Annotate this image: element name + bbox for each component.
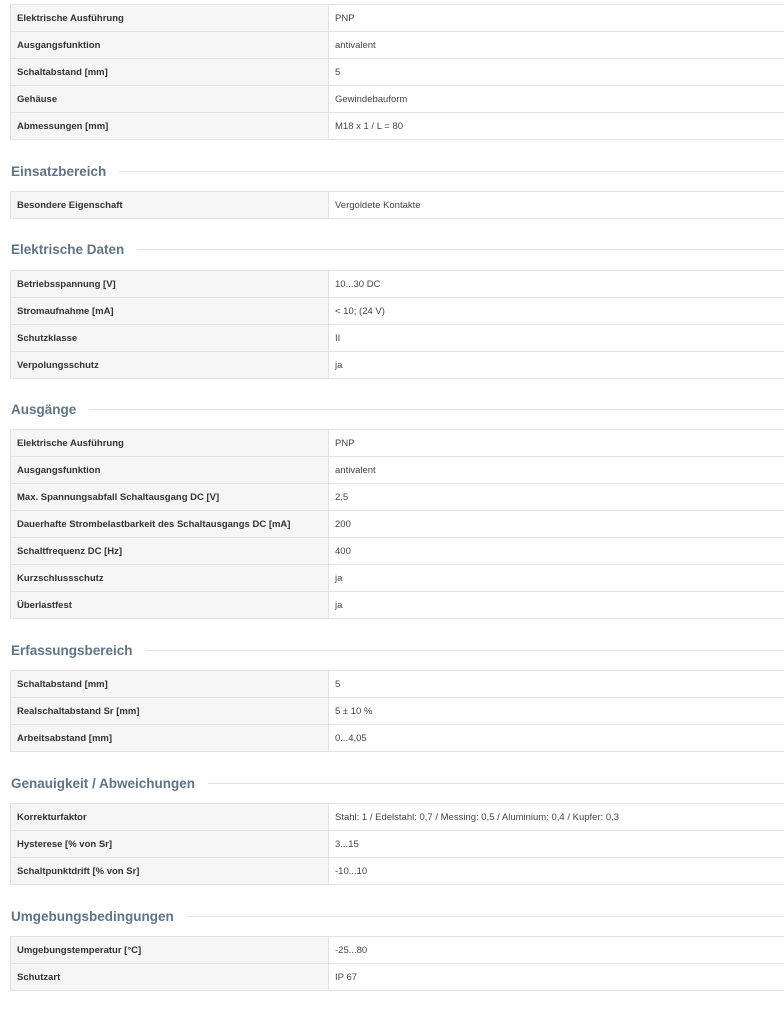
row-label: Max. Spannungsabfall Schaltausgang DC [V] bbox=[11, 484, 329, 510]
spec-table-elektrische-daten bbox=[10, 270, 784, 379]
row-label: Schaltpunktdrift [% von Sr] bbox=[11, 858, 329, 884]
row-value: ja bbox=[329, 592, 784, 618]
row-value: 10...30 DC bbox=[329, 271, 784, 297]
row-value: II bbox=[329, 325, 784, 351]
row-value: ja bbox=[329, 352, 784, 378]
table-row bbox=[10, 565, 784, 592]
section-heading-einsatzbereich bbox=[11, 161, 784, 181]
table-row bbox=[10, 698, 784, 725]
row-label: Dauerhafte Strombelastbarkeit des Schaltausgangs DC [mA] bbox=[11, 511, 329, 537]
row-label: Ausgangsfunktion bbox=[11, 32, 329, 58]
row-value: -10...10 bbox=[329, 858, 784, 884]
row-label: Schutzart bbox=[11, 964, 329, 990]
table-row bbox=[10, 59, 784, 86]
row-label: Schaltfrequenz DC [Hz] bbox=[11, 538, 329, 564]
row-label: Ausgangsfunktion bbox=[11, 457, 329, 483]
section-title: Ausgänge bbox=[11, 401, 77, 417]
spec-table-erfassungsbereich bbox=[10, 670, 784, 752]
table-row bbox=[10, 831, 784, 858]
table-row bbox=[10, 937, 784, 964]
table-row bbox=[10, 804, 784, 831]
row-label: Umgebungstemperatur [°C] bbox=[11, 937, 329, 963]
table-row bbox=[10, 192, 784, 219]
table-row bbox=[10, 430, 784, 457]
row-value: PNP bbox=[329, 5, 784, 31]
row-label: Korrekturfaktor bbox=[11, 804, 329, 830]
row-value: IP 67 bbox=[329, 964, 784, 990]
row-value: 5 bbox=[329, 59, 784, 85]
spec-table-einsatzbereich bbox=[10, 191, 784, 219]
divider bbox=[146, 650, 784, 651]
divider bbox=[187, 916, 784, 917]
table-row bbox=[10, 271, 784, 298]
row-value: antivalent bbox=[329, 457, 784, 483]
row-label: Kurzschlussschutz bbox=[11, 565, 329, 591]
row-label: Elektrische Ausführung bbox=[11, 430, 329, 456]
section-title: Einsatzbereich bbox=[11, 163, 107, 179]
section-heading-ausgaenge bbox=[11, 399, 784, 419]
row-value: 400 bbox=[329, 538, 784, 564]
divider bbox=[137, 249, 784, 250]
row-value: 2,5 bbox=[329, 484, 784, 510]
divider bbox=[208, 783, 784, 784]
row-value: PNP bbox=[329, 430, 784, 456]
table-row bbox=[10, 538, 784, 565]
row-value: ja bbox=[329, 565, 784, 591]
table-row bbox=[10, 484, 784, 511]
row-value: 5 ± 10 % bbox=[329, 698, 784, 724]
row-label: Betriebsspannung [V] bbox=[11, 271, 329, 297]
table-row bbox=[10, 113, 784, 140]
row-label: Schaltabstand [mm] bbox=[11, 59, 329, 85]
section-heading-erfassungsbereich bbox=[11, 640, 784, 660]
table-row bbox=[10, 964, 784, 991]
row-label: Abmessungen [mm] bbox=[11, 113, 329, 139]
table-row bbox=[10, 325, 784, 352]
row-value: Vergoldete Kontakte bbox=[329, 192, 784, 218]
row-label: Gehäuse bbox=[11, 86, 329, 112]
row-label: Verpolungsschutz bbox=[11, 352, 329, 378]
row-label: Überlastfest bbox=[11, 592, 329, 618]
table-row bbox=[10, 511, 784, 538]
table-row bbox=[10, 32, 784, 59]
table-row bbox=[10, 457, 784, 484]
section-title: Umgebungsbedingungen bbox=[11, 908, 174, 924]
spec-table-ausgaenge bbox=[10, 429, 784, 619]
row-label: Realschaltabstand Sr [mm] bbox=[11, 698, 329, 724]
row-label: Stromaufnahme [mA] bbox=[11, 298, 329, 324]
section-title: Elektrische Daten bbox=[11, 241, 125, 257]
table-row bbox=[10, 592, 784, 619]
row-value: antivalent bbox=[329, 32, 784, 58]
row-value: 3...15 bbox=[329, 831, 784, 857]
row-value: -25...80 bbox=[329, 937, 784, 963]
table-row bbox=[10, 671, 784, 698]
section-heading-umgebungsbedingungen bbox=[11, 906, 784, 926]
divider bbox=[89, 409, 784, 410]
row-label: Arbeitsabstand [mm] bbox=[11, 725, 329, 751]
spec-table-genauigkeit bbox=[10, 803, 784, 885]
table-row bbox=[10, 298, 784, 325]
table-row bbox=[10, 86, 784, 113]
table-row bbox=[10, 725, 784, 752]
row-value: Gewindebauform bbox=[329, 86, 784, 112]
row-label: Schaltabstand [mm] bbox=[11, 671, 329, 697]
row-value: < 10; (24 V) bbox=[329, 298, 784, 324]
spec-table-general bbox=[10, 4, 784, 140]
table-row bbox=[10, 5, 784, 32]
row-value: 0...4,05 bbox=[329, 725, 784, 751]
spec-table-umgebungsbedingungen bbox=[10, 936, 784, 991]
row-label: Schutzklasse bbox=[11, 325, 329, 351]
row-label: Besondere Eigenschaft bbox=[11, 192, 329, 218]
row-label: Elektrische Ausführung bbox=[11, 5, 329, 31]
row-value: 5 bbox=[329, 671, 784, 697]
section-title: Genauigkeit / Abweichungen bbox=[11, 775, 196, 791]
row-value: Stahl: 1 / Edelstahl: 0,7 / Messing: 0,5 / Aluminium: 0,4 / Kupfer: 0,3 bbox=[329, 804, 784, 830]
row-label: Hysterese [% von Sr] bbox=[11, 831, 329, 857]
table-row bbox=[10, 858, 784, 885]
table-row bbox=[10, 352, 784, 379]
section-heading-genauigkeit bbox=[11, 773, 784, 793]
row-value: 200 bbox=[329, 511, 784, 537]
divider bbox=[119, 171, 784, 172]
section-heading-elektrische-daten bbox=[11, 239, 784, 259]
row-value: M18 x 1 / L = 80 bbox=[329, 113, 784, 139]
section-title: Erfassungsbereich bbox=[11, 642, 133, 658]
